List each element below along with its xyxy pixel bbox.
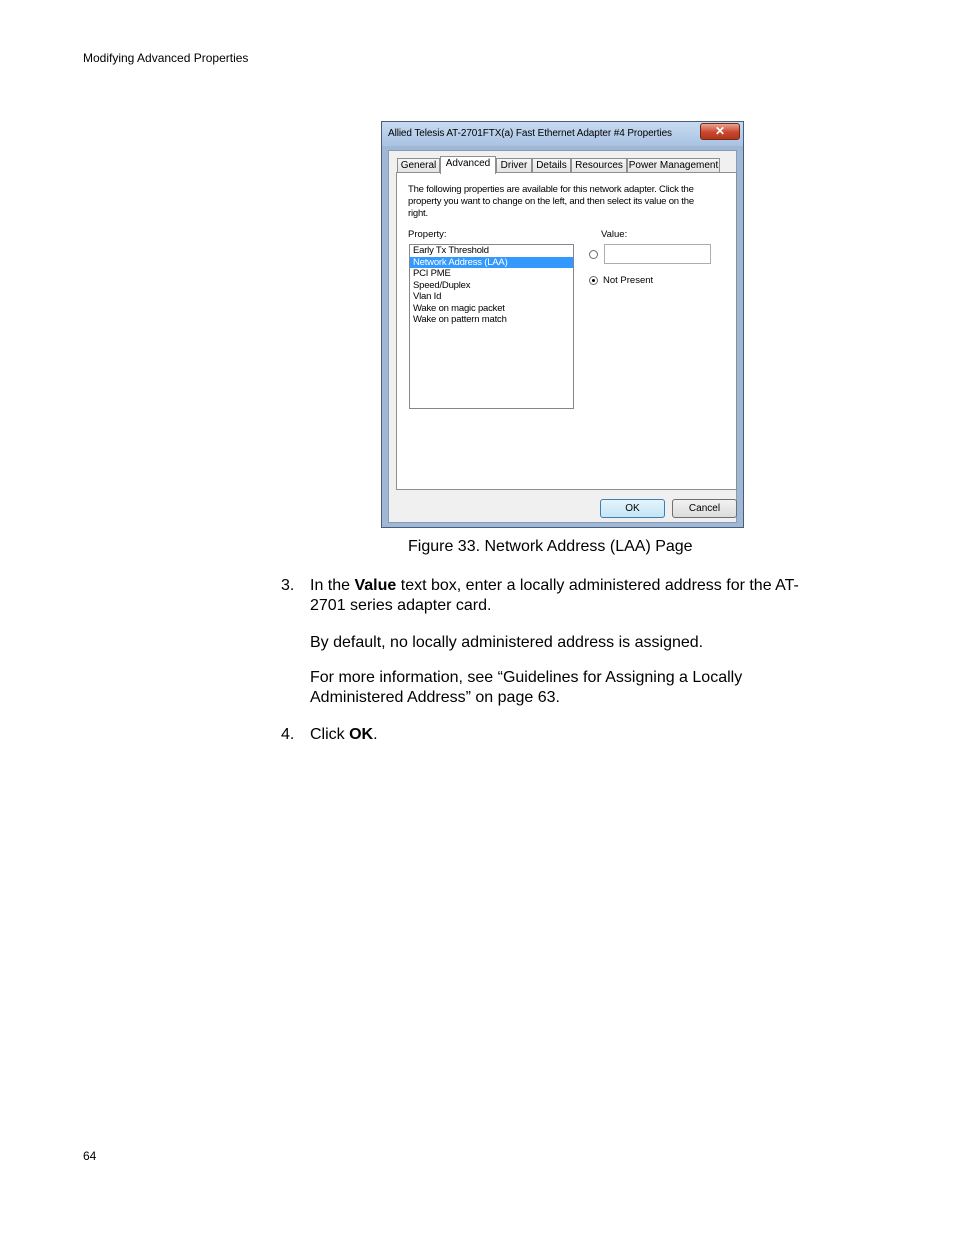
property-item-vlan-id[interactable]: Vlan Id — [413, 291, 442, 302]
not-present-radio[interactable] — [589, 276, 598, 285]
value-label: Value: — [601, 229, 628, 240]
dialog-client-area — [388, 150, 737, 523]
tab-advanced[interactable]: Advanced — [440, 156, 496, 174]
close-button[interactable] — [700, 123, 740, 140]
step-text-pre: Click — [310, 726, 350, 743]
step-text-bold: Value — [354, 577, 397, 594]
step-number: 3. — [281, 577, 295, 594]
close-icon: ✕ — [714, 124, 726, 138]
step-text — [310, 725, 820, 745]
page-number: 64 — [83, 1149, 97, 1163]
ok-button[interactable]: OK — [600, 499, 665, 518]
tab-details[interactable]: Details — [532, 158, 571, 173]
value-radio[interactable] — [589, 250, 598, 259]
step-text-bold: OK — [349, 726, 374, 743]
property-item-speed-duplex[interactable]: Speed/Duplex — [413, 279, 471, 291]
property-item-early-tx-threshold[interactable]: Early Tx Threshold — [413, 245, 489, 256]
property-label: Property: — [408, 229, 447, 240]
property-item-network-address[interactable]: Network Address (LAA) — [410, 257, 573, 269]
step-text-post: . — [373, 726, 378, 743]
not-present-label: Not Present — [603, 275, 654, 286]
default-note: By default, no locally administered address is assigned. — [310, 634, 704, 651]
more-info-note: For more information, see “Guidelines for Assigning a Locally Administered Address” on page 63. — [310, 669, 743, 706]
advanced-tab-panel — [396, 172, 737, 490]
step-text-post: text box, enter a locally administered address for the AT-2701 series adapter card. — [310, 577, 799, 614]
tab-power-management[interactable]: Power Management — [628, 160, 719, 171]
running-header: Modifying Advanced Properties — [83, 51, 249, 65]
step-text — [310, 576, 820, 616]
cancel-button[interactable]: Cancel — [672, 499, 737, 518]
dialog-titlebar[interactable] — [382, 122, 743, 146]
tab-driver[interactable]: Driver — [496, 158, 532, 173]
property-item-wake-magic-packet[interactable]: Wake on magic packet — [413, 302, 505, 314]
property-item-pci-pme[interactable]: PCI PME — [413, 268, 451, 279]
property-item-wake-pattern-match[interactable]: Wake on pattern match — [413, 314, 507, 325]
tab-resources[interactable]: Resources — [571, 158, 627, 173]
figure-caption: Figure 33. Network Address (LAA) Page — [408, 538, 693, 555]
property-list[interactable] — [409, 244, 574, 409]
dialog-title: Allied Telesis AT-2701FTX(a) Fast Ethernet Adapter #4 Properties — [388, 128, 672, 139]
properties-dialog — [381, 121, 744, 528]
description-text: The following properties are available for this network adapter. Click the property you want to change on the left, and then select its value on the right. — [408, 184, 694, 219]
value-input[interactable] — [604, 244, 711, 264]
step-number: 4. — [281, 726, 295, 743]
step-text-pre: In the — [310, 577, 355, 594]
tab-general[interactable]: General — [397, 158, 440, 173]
